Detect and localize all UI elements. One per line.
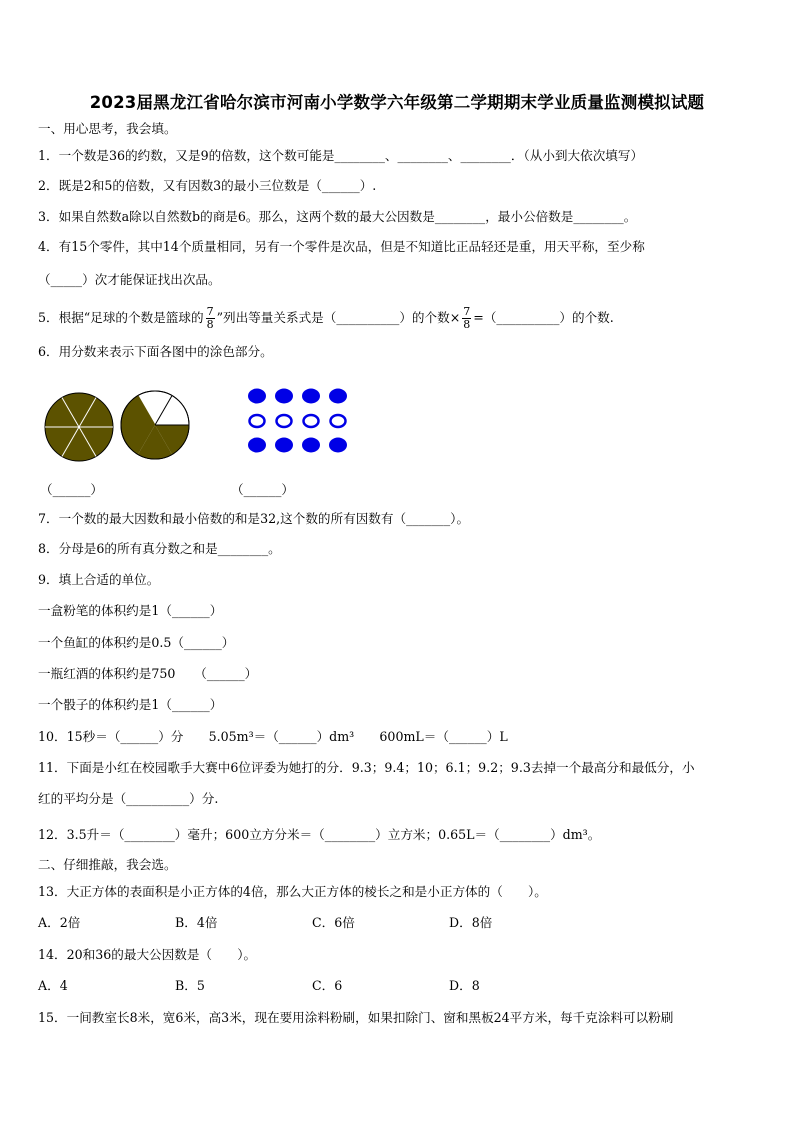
question-13-option-d: D．8倍 [449,915,493,930]
fraction-7-8-second [462,306,471,331]
question-5-part-3: =（__________）的个数. [473,310,614,325]
question-4-line-1: 4．有15个零件，其中14个质量相同，另有一个零件是次品，但是不知道比正品轻还是重，用天平称，至少称 [38,239,645,254]
question-14-option-b: B．5 [175,978,205,993]
question-5 [38,306,614,331]
pie-chart-partial [121,391,189,459]
section-heading-1: 一、用心思考，我会填。 [38,121,177,136]
question-9-b: 一个鱼缸的体积约是0.5（______） [38,635,235,650]
question-6-answer-2: （______） [231,482,294,497]
question-14-option-d: D．8 [449,978,480,993]
question-11-line-2: 红的平均分是（__________）分. [38,791,219,806]
question-7: 7．一个数的最大因数和最小倍数的和是32,这个数的所有因数有（_______）。 [38,511,470,526]
question-1: 1．一个数是36的约数，又是9的倍数，这个数可能是________、________、________．（从小到大依次填写） [38,148,644,163]
question-13-options [38,915,586,931]
question-6: 6．用分数来表示下面各图中的涂色部分。 [38,344,273,359]
question-6-answer-1: （______） [40,482,103,497]
question-14-option-c: C．6 [312,978,343,993]
question-13-option-b: B．4倍 [175,915,218,930]
question-13-option-c: C．6倍 [312,915,355,930]
question-8: 8．分母是6的所有真分数之和是________。 [38,541,281,556]
question-3: 3．如果自然数a除以自然数b的商是6。那么，这两个数的最大公因数是________，最小公倍数是________。 [38,209,637,224]
question-13-option-a: A．2倍 [38,915,81,930]
question-11-line-1: 11．下面是小红在校园歌手大赛中6位评委为她打的分．9.3；9.4；10；6.1；9.2；9.3去掉一个最高分和最低分，小 [38,760,695,775]
fraction-numerator-2: 7 [463,305,471,318]
question-5-part-1: 5．根据“足球的个数是篮球的 [38,310,204,325]
question-13: 13．大正方体的表面积是小正方体的4倍，那么大正方体的棱长之和是小正方体的（ ）。 [38,884,547,899]
question-6-figures [0,380,794,490]
question-9-c: 一瓶红酒的体积约是750 （______） [38,666,258,681]
dot-grid [248,389,347,453]
page-title: 2023届黑龙江省哈尔滨市河南小学数学六年级第二学期期末学业质量监测模拟试题 [89,93,705,112]
question-5-part-2: ”列出等量关系式是（__________）的个数× [216,310,461,325]
question-14-option-a: A．4 [38,978,68,993]
question-10: 10．15秒＝（______）分 5.05m³＝（______）dm³ 600mL＝（______）L [38,729,508,744]
pie-chart-full [45,393,113,461]
question-2: 2．既是2和5的倍数，又有因数3的最小三位数是（______）. [38,178,377,193]
section-heading-2: 二、仔细推敲，我会选。 [38,857,177,872]
question-4-line-2: （_____）次才能保证找出次品。 [38,272,221,287]
question-9: 9．填上合适的单位。 [38,572,160,587]
question-9-d: 一个骰子的体积约是1（______） [38,697,223,712]
question-14: 14．20和36的最大公因数是（ ）。 [38,947,257,962]
question-15-line-1: 15．一间教室长8米，宽6米，高3米，现在要用涂料粉刷，如果扣除门、窗和黑板24平方米，每千克涂料可以粉刷 [38,1010,674,1025]
fraction-numerator: 7 [206,305,214,318]
fraction-denominator: 8 [206,318,214,331]
question-12: 12．3.5升＝（________）毫升；600立方分米＝（________）立方米；0.65L＝（________）dm³。 [38,827,601,842]
question-14-options [38,978,586,994]
fraction-7-8 [206,306,215,331]
question-9-a: 一盒粉笔的体积约是1（______） [38,603,223,618]
fraction-denominator-2: 8 [463,318,471,331]
